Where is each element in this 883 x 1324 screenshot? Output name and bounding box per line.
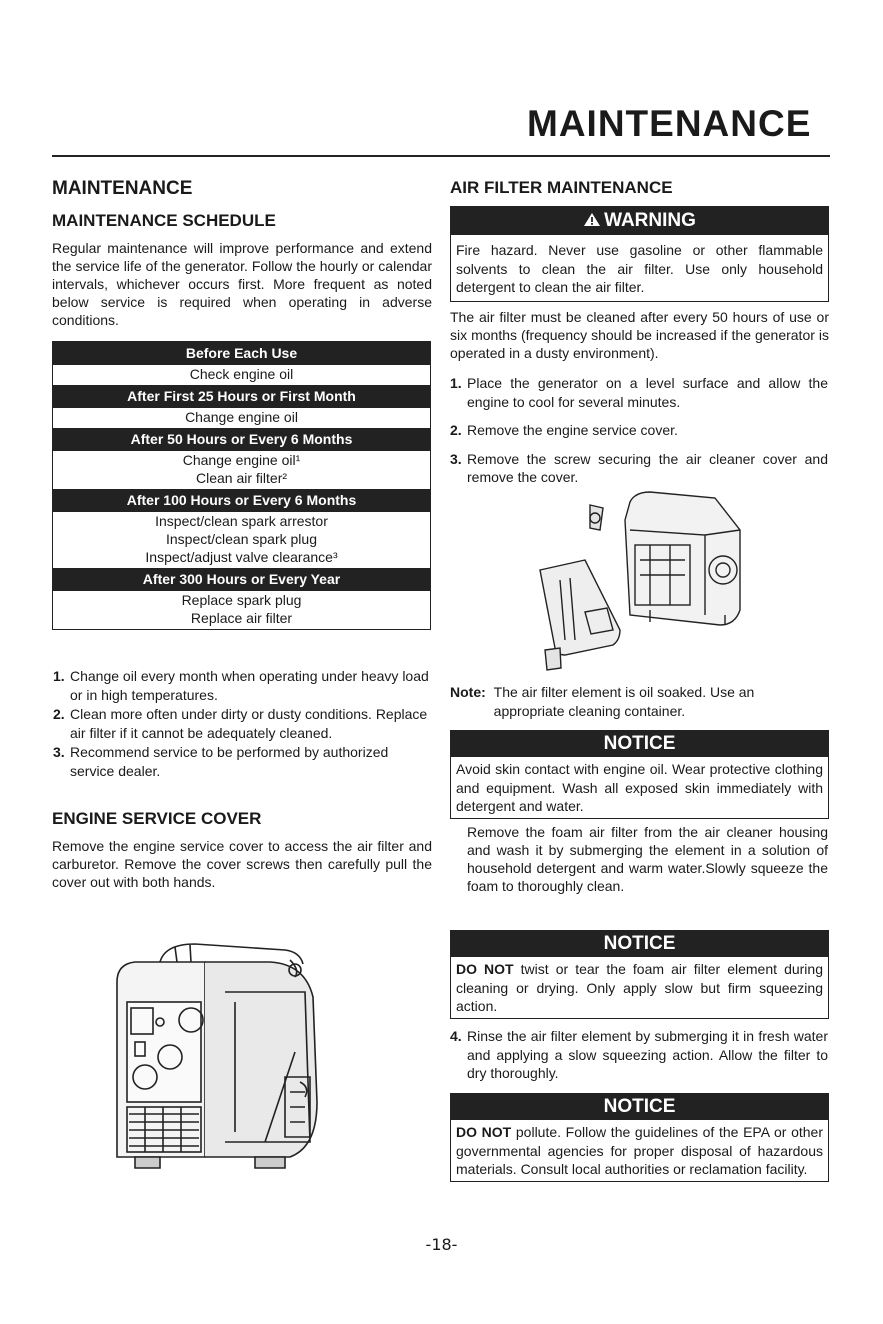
page-title: MAINTENANCE [527, 103, 812, 144]
warning-title: WARNING [604, 210, 696, 231]
notice-title: NOTICE [451, 1094, 828, 1120]
schedule-heading: Before Each Use [53, 342, 430, 365]
schedule-item: Clean air filter² [195, 470, 288, 486]
section-title-maintenance: MAINTENANCE [52, 178, 193, 199]
warning-header [451, 207, 828, 235]
steps-1-3 [450, 374, 828, 487]
schedule-item: Inspect/clean spark plug [166, 531, 317, 547]
step-4 [450, 1027, 828, 1083]
schedule-item: Inspect/clean spark arrestor [155, 513, 328, 529]
notice-box-1 [450, 730, 829, 819]
notice-text: DO NOT twist or tear the foam air filter element during cleaning or drying. Only apply slow but firm squeezing action. [456, 961, 823, 1014]
note-label: Note: [450, 684, 486, 700]
footnote: 2. Clean more often under dirty or dusty conditions. Replace air filter if it cannot be adequately cleaned. [53, 706, 428, 741]
notice-box-3 [450, 1093, 829, 1182]
air-cleaner-illustration [535, 490, 830, 675]
cover-text: Remove the engine service cover to access the air filter and carburetor. Remove the cover screws then carefully pull the cover out with both hands. [52, 838, 432, 890]
warning-box [450, 206, 829, 302]
warning-triangle-icon [583, 212, 601, 227]
footnote: 1. Change oil every month when operating under heavy load or in high temperatures. [53, 668, 429, 703]
generator-illustration [105, 942, 325, 1172]
schedule-heading: After 300 Hours or Every Year [53, 568, 430, 591]
air-filter-intro: The air filter must be cleaned after every 50 hours of use or six months (frequency should be increased if the generator is operated in a dusty environment). [450, 309, 829, 361]
schedule-item: Change engine oil [185, 409, 298, 425]
maintenance-schedule-table [52, 341, 431, 630]
schedule-heading: After 50 Hours or Every 6 Months [53, 428, 430, 451]
schedule-heading: After 100 Hours or Every 6 Months [53, 489, 430, 512]
schedule-heading: After First 25 Hours or First Month [53, 385, 430, 408]
schedule-item: Change engine oil¹ [182, 452, 301, 468]
step-item: 1. Place the generator on a level surface and allow the engine to cool for several minutes. [450, 375, 828, 410]
schedule-item: Inspect/adjust valve clearance³ [145, 549, 338, 565]
schedule-footnotes [52, 667, 432, 781]
notice-title: NOTICE [451, 931, 828, 957]
step-item: 2. Remove the engine service cover. [450, 422, 678, 438]
schedule-item: Check engine oil [189, 366, 294, 382]
footnote: 3. Recommend service to be performed by authorized service dealer. [53, 744, 389, 779]
header-rule [52, 155, 830, 157]
schedule-intro: Regular maintenance will improve performance and extend the service life of the generator. Follow the hourly or calendar intervals, whichever occurs first. More frequent as noted below service is required when operating in adverse conditions. [52, 240, 432, 328]
step-item: 3. Remove the screw securing the air cleaner cover and remove the cover. [450, 450, 828, 485]
schedule-item: Replace air filter [190, 610, 293, 626]
notice-text: Avoid skin contact with engine oil. Wear protective clothing and equipment. Wash all exposed skin immediately with detergent and water. [456, 761, 823, 814]
note-text: The air filter element is oil soaked. Use an appropriate cleaning container. [493, 684, 755, 719]
schedule-title: MAINTENANCE SCHEDULE [52, 211, 276, 230]
notice-title: NOTICE [451, 731, 828, 757]
notice-box-2 [450, 930, 829, 1019]
notice-text: DO NOT pollute. Follow the guidelines of the EPA or other governmental agencies for proper disposal of hazardous materials. Consult local authorities or reclamation facility. [456, 1124, 823, 1177]
page-number: -18- [425, 1235, 458, 1254]
step-item: 4. Rinse the air filter element by submerging it in fresh water and applying a slow squeezing action. Allow the filter to dry thoroughly. [450, 1028, 828, 1081]
wash-instructions: Remove the foam air filter from the air cleaner housing and wash it by submerging the element in a solution of household detergent and warm water.Slowly squeeze the foam to thoroughly clean. [467, 824, 828, 894]
cover-title: ENGINE SERVICE COVER [52, 809, 262, 828]
air-filter-note [450, 683, 828, 720]
warning-text: Fire hazard. Never use gasoline or other flammable solvents to clean the air filter. Use only household detergent to clean the air filter. [456, 242, 823, 295]
schedule-item: Replace spark plug [181, 592, 302, 608]
air-filter-title: AIR FILTER MAINTENANCE [450, 178, 673, 197]
